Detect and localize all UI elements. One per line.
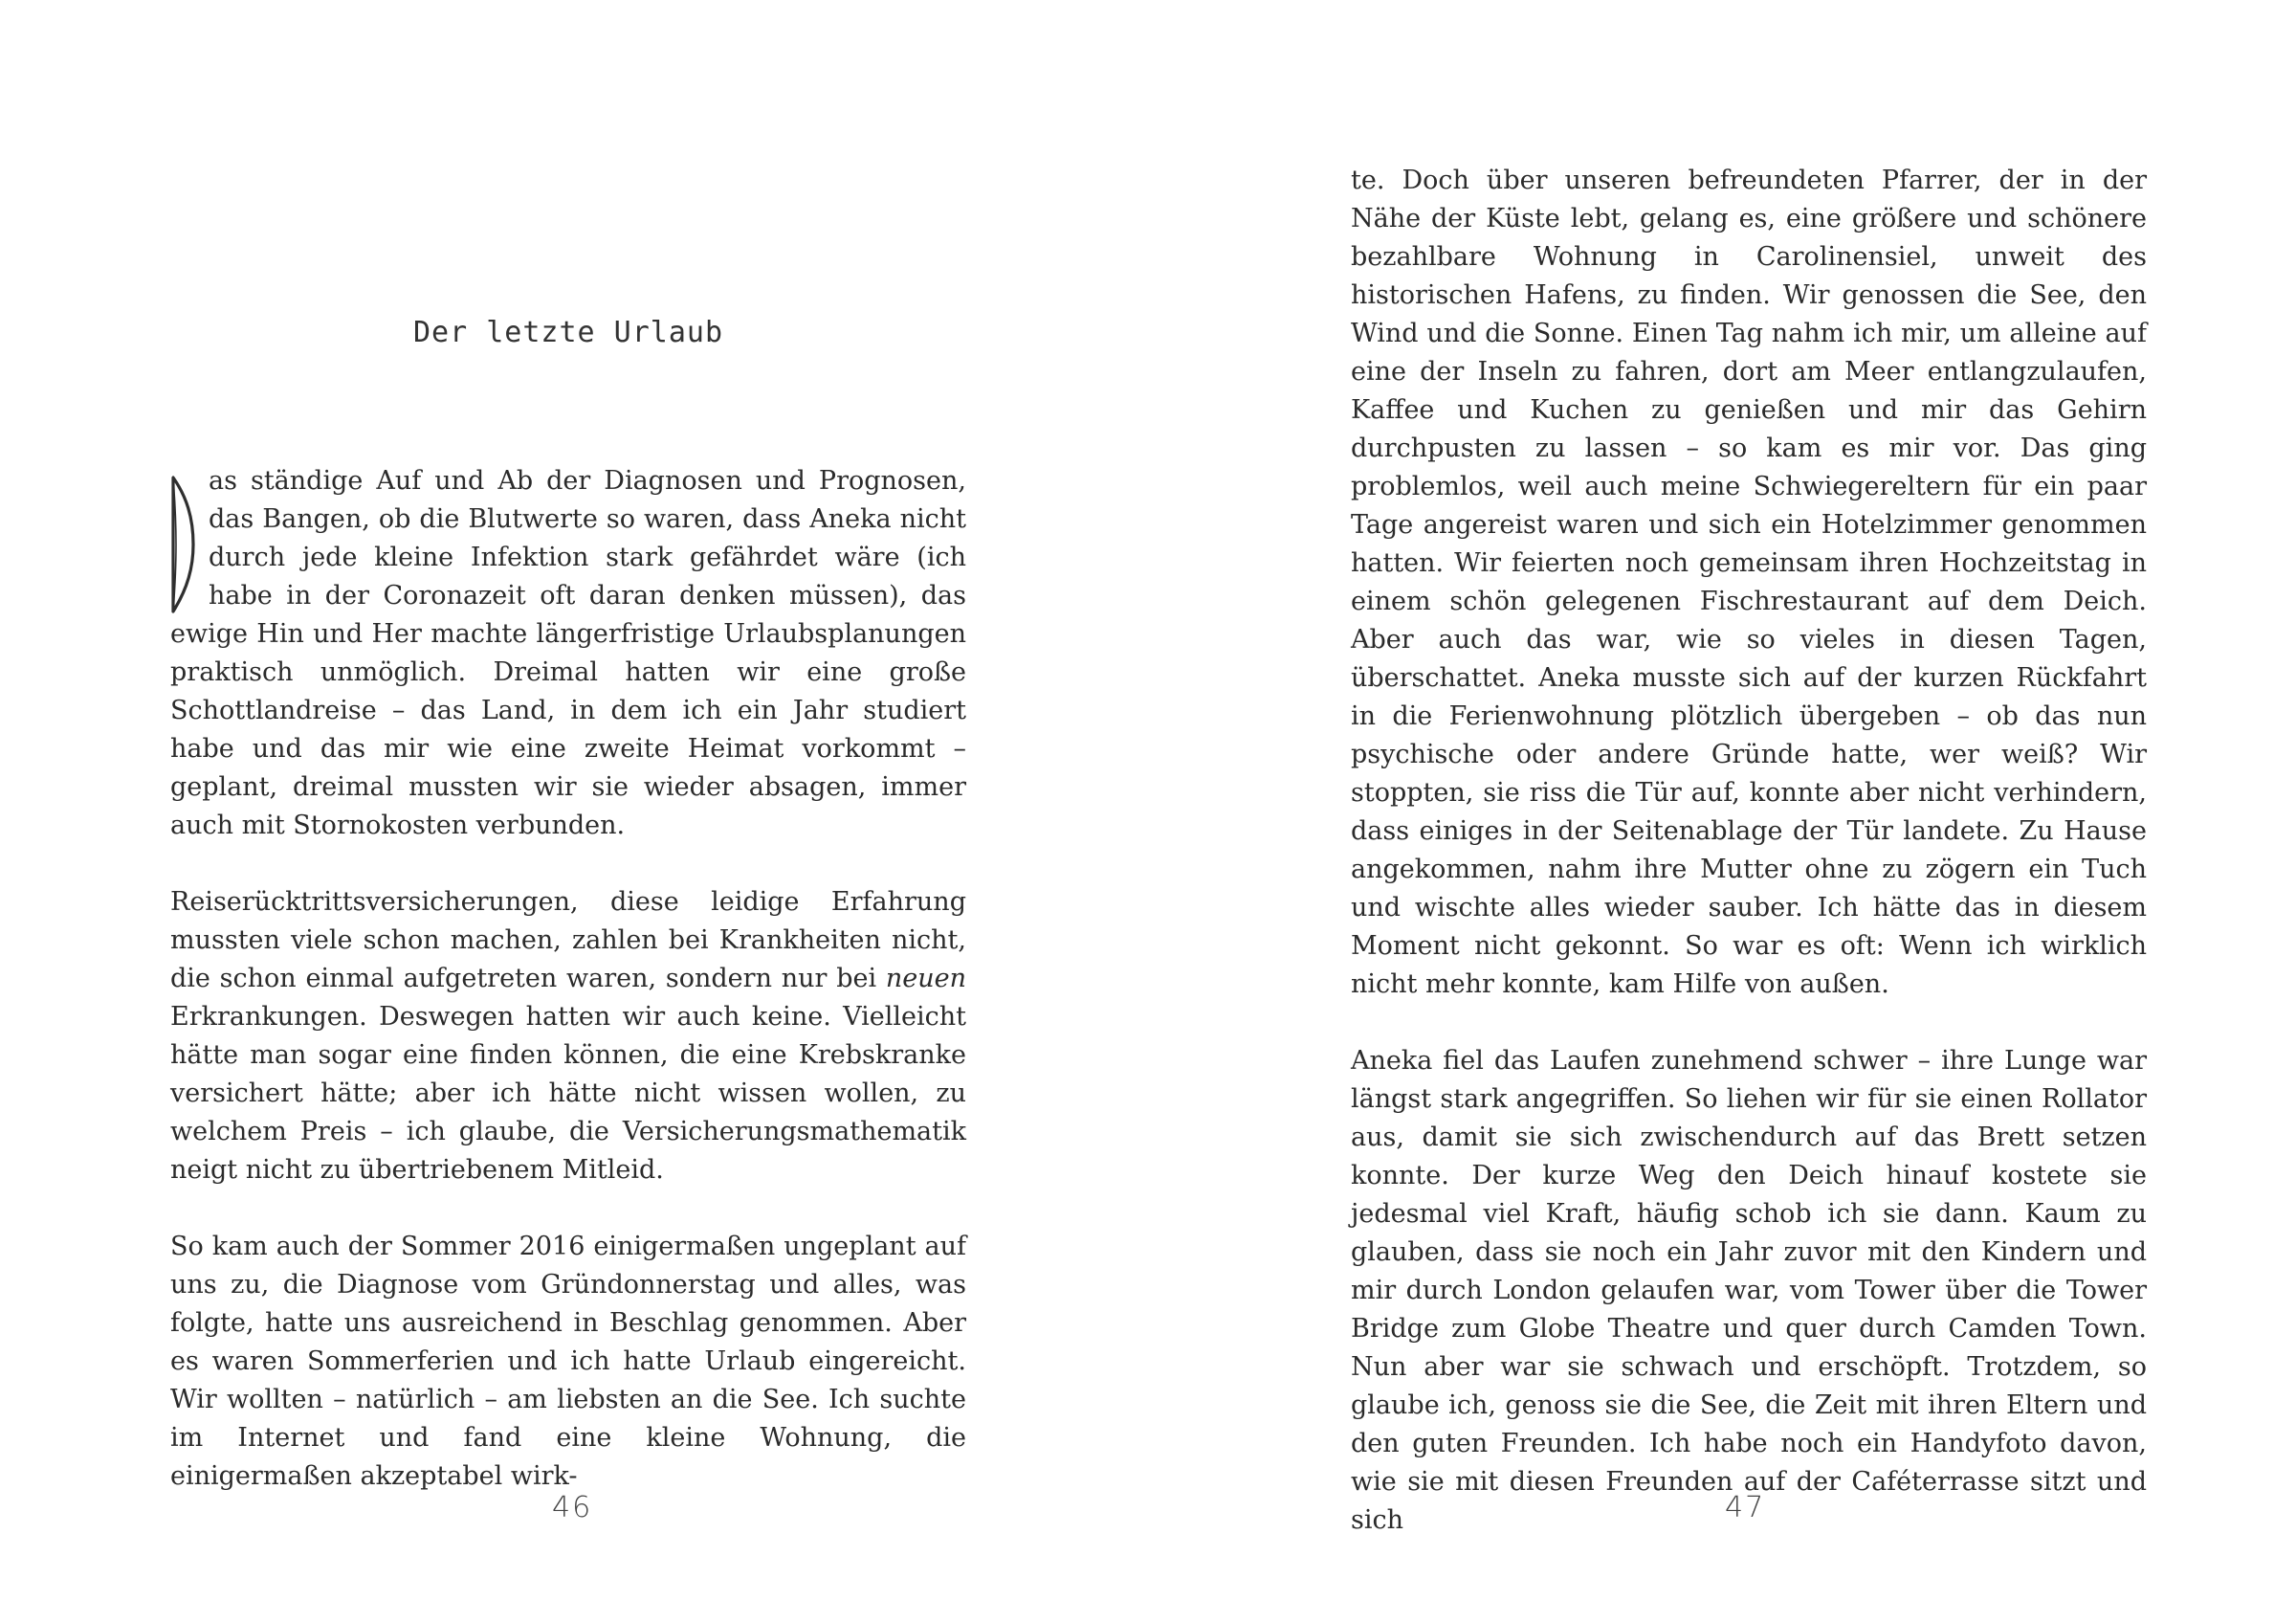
right-page [1148, 0, 2296, 1623]
paragraph-2-text-end: Erkrankungen. Deswegen hatten wir auch keine. Vielleicht hätte man sogar eine finden können, die eine Krebskranke versichert hätte; aber ich hätte nicht wissen wollen, zu welchem Preis – ich glaube, die Versicherungsmathematik neigt nicht zu übertriebenem Mitleid. [170, 1002, 966, 1185]
left-text-block [170, 462, 966, 1496]
page-number-right: 47 [1725, 1491, 1766, 1524]
page-number-left: 46 [552, 1491, 593, 1524]
paragraph-2-text-start: Reiserücktrittsversicherungen, diese leidige Erfahrung mussten viele schon machen, zahlen bei Krankheiten nicht, die schon einmal aufgetreten waren, sondern nur bei [170, 887, 966, 993]
paragraph-1 [170, 462, 966, 845]
paragraph-4: te. Doch über unseren befreundeten Pfarrer, der in der Nähe der Küste lebt, gelang es, eine größere und schönere bezahlbare Wohnung in Carolinensiel, unweit des historischen Hafens, zu finden. Wir genossen die See, den Wind und die Sonne. Einen Tag nahm ich mir, um alleine auf eine der Inseln zu fahren, dort am Meer entlangzulaufen, Kaffee und Kuchen zu genießen und mir das Gehirn durchpusten zu lassen – so kam es mir vor. Das ging problemlos, weil auch meine Schwiegereltern für ein paar Tage angereist waren und sich ein Hotelzimmer genommen hatten. Wir feierten noch gemeinsam ihren Hochzeitstag in einem schön gelegenen Fischrestaurant auf dem Deich. Aber auch das war, wie so vieles in diesen Tagen, überschattet. Aneka musste sich auf der kurzen Rückfahrt in die Ferienwohnung plötzlich übergeben – ob das nun psychische oder andere Gründe hatte, wer weiß? Wir stoppten, sie riss die Tür auf, konnte aber nicht verhindern, dass einiges in der Seitenablage der Tür landete. Zu Hause angekommen, nahm ihre Mutter ohne zu zögern ein Tuch und wischte alles wieder sauber. Ich hätte das in diesem Moment nicht gekonnt. So war es oft: Wenn ich wirklich nicht mehr konnte, kam Hilfe von außen. [1351, 166, 2147, 999]
paragraph-3: So kam auch der Sommer 2016 einigermaßen ungeplant auf uns zu, die Diagnose vom Gründonnerstag und alles, was folgte, hatte uns ausreichend in Beschlag genommen. Aber es waren Sommerferien und ich hatte Urlaub eingereicht. Wir wollten – natürlich – am liebsten an die See. Ich suchte im Internet und fand eine kleine Wohnung, die einigermaßen akzeptabel wirk- [170, 1232, 966, 1491]
paragraph-1-text: as ständige Auf und Ab der Diagnosen und Prognosen, das Bangen, ob die Blutwerte so waren, dass Aneka nicht durch jede kleine Infektion stark gefährdet wäre (ich habe in der Coronazeit oft daran denken müssen), das ewige Hin und Her machte längerfristige Urlaubsplanungen praktisch unmöglich. Dreimal hatten wir eine große Schottlandreise – das Land, in dem ich ein Jahr studiert habe und das mir wie eine zweite Heimat vorkommt – geplant, dreimal mussten wir sie wieder absagen, immer auch mit Stornokosten verbunden. [170, 466, 966, 840]
dropcap-d [170, 474, 197, 615]
chapter-title: Der letzte Urlaub [412, 316, 724, 349]
right-text-block [1351, 162, 2147, 1540]
dropcap-d-glyph [170, 474, 197, 615]
emphasis-neuen: neuen [885, 964, 966, 993]
paragraph-2 [170, 883, 966, 1189]
paragraph-5: Aneka fiel das Laufen zunehmend schwer – ihre Lunge war längst stark angegriffen. So liehen wir für sie einen Rollator aus, damit sie sich zwischendurch auf das Brett setzen konnte. Der kurze Weg den Deich hinauf kostete sie jedesmal viel Kraft, häufig schob ich sie dann. Kaum zu glauben, dass sie noch ein Jahr zuvor mit den Kindern und mir durch London gelaufen war, vom Tower über die Tower Bridge zum Globe Theatre und quer durch Camden Town. Nun aber war sie schwach und erschöpft. Trotzdem, so glaube ich, genoss sie die See, die Zeit mit ihren Eltern und den guten Freunden. Ich habe noch ein Handyfoto davon, wie sie mit diesen Freunden auf der Caféterrasse sitzt und sich [1351, 1046, 2147, 1535]
